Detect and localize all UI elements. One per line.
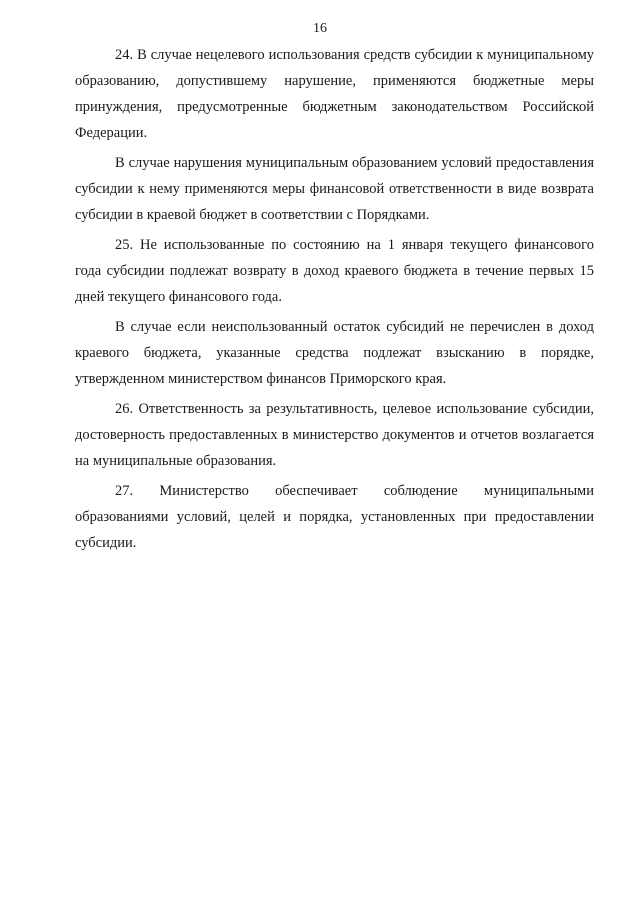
paragraph-27: 27. Министерство обеспечивает соблюдение муниципальными образованиями условий, целей и порядка, установленных при предоставлении субсидии. <box>75 483 594 551</box>
paragraph-26: 26. Ответственность за результативность, целевое использование субсидии, достоверность предоставленных в министерство документов и отчетов возлагается на муниципальные образования. <box>75 401 594 469</box>
page-number: 16 <box>313 21 327 36</box>
paragraph-24: 24. В случае нецелевого использования средств субсидии к муниципальному образованию, допустившему нарушение, применяются бюджетные меры принуждения, предусмотренные бюджетным законодательством Российской Федерации. <box>75 47 594 141</box>
paragraph-25-continuation: В случае если неиспользованный остаток субсидий не перечислен в доход краевого бюджета, указанные средства подлежат взысканию в порядке, утвержденном министерством финансов Приморского края. <box>75 319 594 387</box>
paragraph-24-continuation: В случае нарушения муниципальным образованием условий предоставления субсидии к нему применяются меры финансовой ответственности в виде возврата субсидии в краевой бюджет в соответствии с Порядками. <box>75 155 594 223</box>
document-body <box>75 42 594 560</box>
paragraph-25: 25. Не использованные по состоянию на 1 января текущего финансового года субсидии подлежат возврату в доход краевого бюджета в течение первых 15 дней текущего финансового года. <box>75 237 594 305</box>
